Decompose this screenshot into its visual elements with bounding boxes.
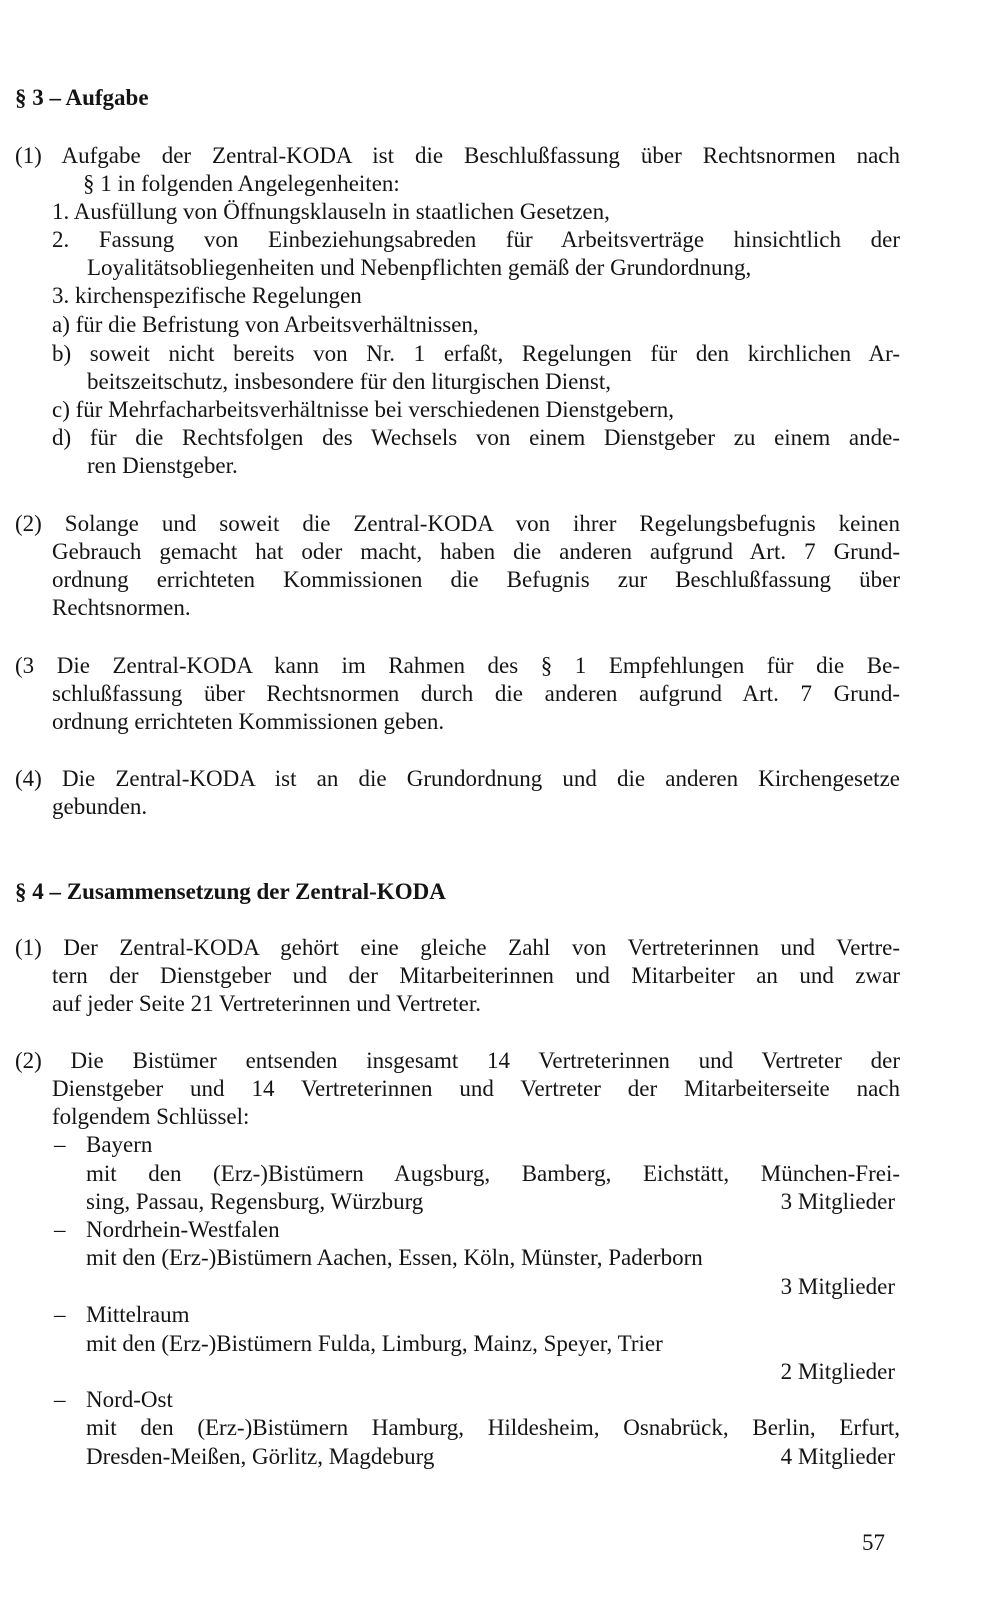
s3-p4-line: gebunden. [52, 794, 148, 819]
s3-p2-line: Gebrauch gemacht hat oder macht, haben die anderen aufgrund Art. 7 Grund- [52, 539, 900, 564]
s3-p3-line: ordnung errichteten Kommissionen geben. [52, 709, 445, 734]
list-dash: – [54, 1387, 66, 1412]
region-dioceses-line: sing, Passau, Regensburg, Würzburg [86, 1189, 424, 1214]
s4-p1-line: tern der Dienstgeber und der Mitarbeiterinnen und Mitarbeiter an und zwar [52, 963, 900, 988]
region-name: Bayern [86, 1132, 153, 1157]
region-dioceses-line: Dresden-Meißen, Görlitz, Magdeburg [86, 1444, 435, 1469]
list-dash: – [54, 1302, 66, 1327]
s3-p2-line: ordnung errichteten Kommissionen die Befugnis zur Beschlußfassung über [52, 567, 900, 592]
s4-p1-line: auf jeder Seite 21 Vertreterinnen und Vertreter. [52, 991, 481, 1016]
section-3-heading: § 3 – Aufgabe [15, 85, 149, 110]
region-members: 4 Mitglieder [780, 1444, 895, 1469]
region-members: 3 Mitglieder [780, 1274, 895, 1299]
region-members: 2 Mitglieder [780, 1359, 895, 1384]
s3-p1-line: § 1 in folgenden Angelegenheiten: [83, 171, 400, 196]
region-dioceses-line: mit den (Erz-)Bistümern Hamburg, Hildesheim, Osnabrück, Berlin, Erfurt, [86, 1415, 900, 1440]
s3-p1-line: ren Dienstgeber. [87, 453, 238, 478]
list-dash: – [54, 1132, 66, 1157]
s4-p2-line: folgendem Schlüssel: [52, 1104, 250, 1129]
s3-p1-line: a) für die Befristung von Arbeitsverhältnissen, [52, 312, 479, 337]
s3-p2-line: (2) Solange und soweit die Zentral-KODA von ihrer Regelungsbefugnis keinen [15, 511, 900, 536]
s3-p1-line: 1. Ausfüllung von Öffnungsklauseln in staatlichen Gesetzen, [52, 199, 610, 224]
region-name: Mittelraum [86, 1302, 190, 1327]
s3-p1-line: 2. Fassung von Einbeziehungsabreden für Arbeitsverträge hinsichtlich der [52, 227, 900, 252]
region-dioceses-line: mit den (Erz-)Bistümern Augsburg, Bamberg, Eichstätt, München-Frei- [86, 1161, 900, 1186]
region-members: 3 Mitglieder [780, 1189, 895, 1214]
s4-p2-line: (2) Die Bistümer entsenden insgesamt 14 Vertreterinnen und Vertreter der [15, 1048, 900, 1073]
s3-p3-line: schlußfassung über Rechtsnormen durch die anderen aufgrund Art. 7 Grund- [52, 681, 900, 706]
s3-p1-line: d) für die Rechtsfolgen des Wechsels von einem Dienstgeber zu einem ande- [52, 425, 900, 450]
s3-p1-line: Loyalitätsobliegenheiten und Nebenpflichten gemäß der Grundordnung, [87, 255, 752, 280]
s3-p3-line: (3 Die Zentral-KODA kann im Rahmen des § 1 Empfehlungen für die Be- [15, 653, 900, 678]
region-dioceses-line: mit den (Erz-)Bistümern Fulda, Limburg, Mainz, Speyer, Trier [86, 1331, 663, 1356]
s4-p1-line: (1) Der Zentral-KODA gehört eine gleiche Zahl von Vertreterinnen und Vertre- [15, 935, 900, 960]
list-dash: – [54, 1217, 66, 1242]
s3-p1-line: c) für Mehrfacharbeitsverhältnisse bei verschiedenen Dienstgebern, [52, 397, 675, 422]
section-4-heading: § 4 – Zusammensetzung der Zentral-KODA [15, 879, 446, 904]
s3-p1-line: beitszeitschutz, insbesondere für den liturgischen Dienst, [87, 369, 611, 394]
s3-p4-line: (4) Die Zentral-KODA ist an die Grundordnung und die anderen Kirchengesetze [15, 766, 900, 791]
s4-p2-line: Dienstgeber und 14 Vertreterinnen und Vertreter der Mitarbeiterseite nach [52, 1076, 900, 1101]
s3-p2-line: Rechtsnormen. [52, 595, 191, 620]
s3-p1-line: b) soweit nicht bereits von Nr. 1 erfaßt, Regelungen für den kirchlichen Ar- [52, 341, 900, 366]
page-number: 57 [862, 1530, 885, 1555]
region-dioceses-line: mit den (Erz-)Bistümern Aachen, Essen, Köln, Münster, Paderborn [86, 1245, 703, 1270]
s3-p1-line: 3. kirchenspezifische Regelungen [52, 283, 362, 308]
region-name: Nord-Ost [86, 1387, 173, 1412]
region-name: Nordrhein-Westfalen [86, 1217, 280, 1242]
s3-p1-line: (1) Aufgabe der Zentral-KODA ist die Beschlußfassung über Rechtsnormen nach [15, 143, 900, 168]
